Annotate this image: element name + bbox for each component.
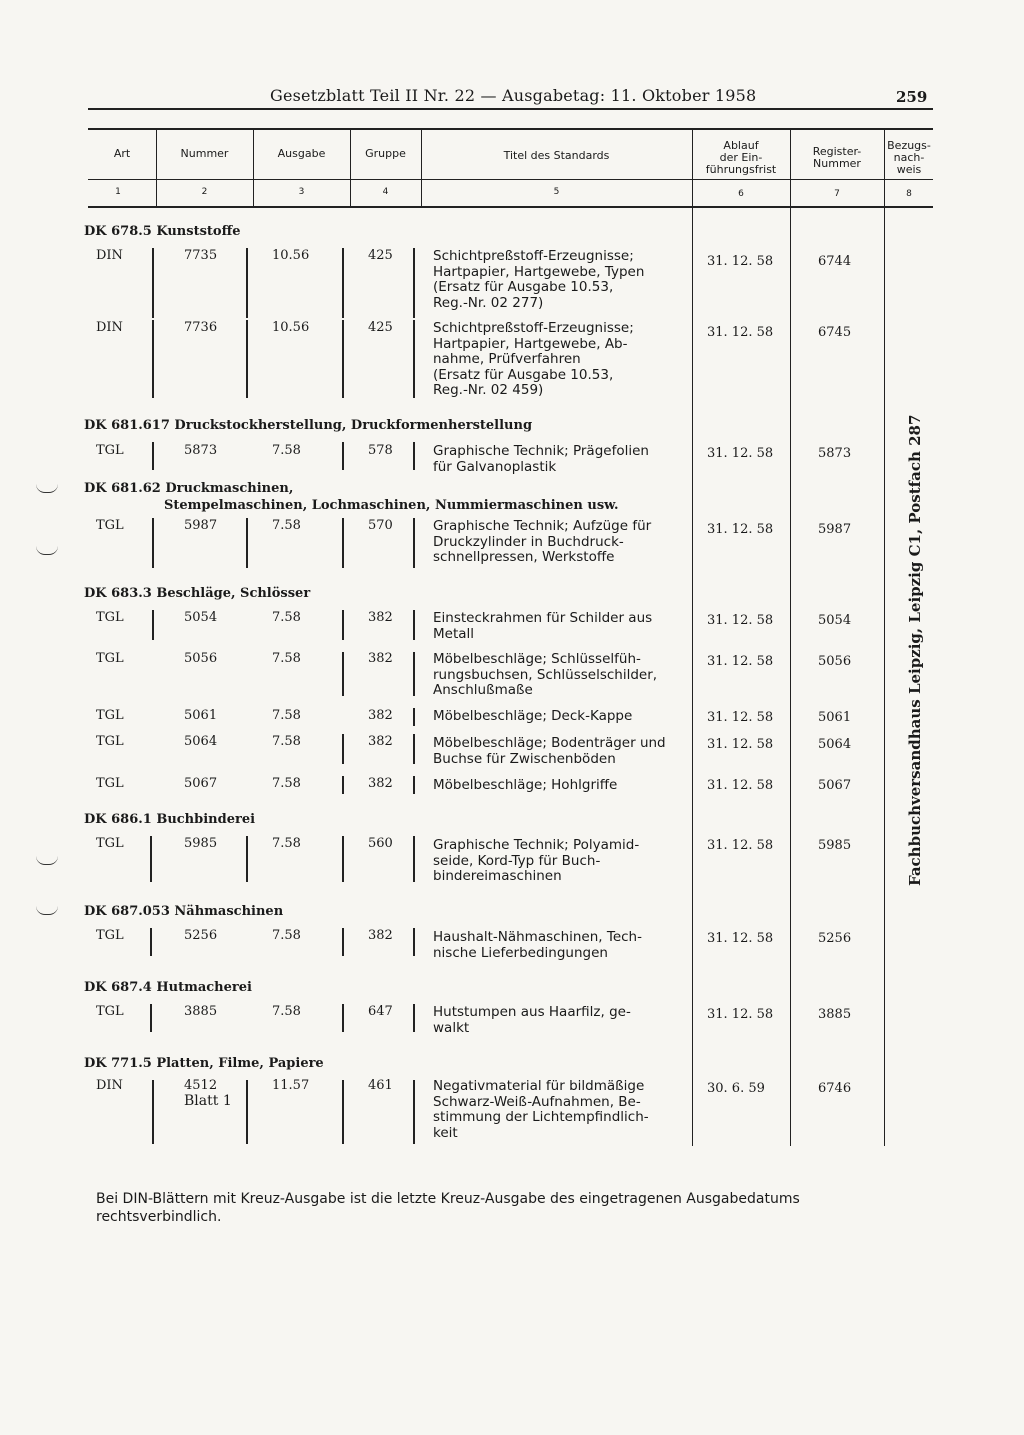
row-sep (152, 442, 154, 470)
side-note (902, 414, 932, 890)
cell-ausgabe: 7.58 (272, 443, 301, 458)
row-sep (413, 1004, 415, 1032)
cell-gruppe: 560 (368, 836, 393, 851)
cell-ablauf: 31. 12. 58 (707, 254, 774, 269)
section-heading: DK 678.5 Kunststoffe (84, 224, 241, 239)
cell-titel: Möbelbeschläge; Hohlgriffe (433, 777, 618, 793)
cell-nummer: 5987 (184, 518, 218, 533)
page-number: 259 (896, 88, 928, 106)
cell-art: TGL (96, 651, 124, 666)
body-sep-register (790, 206, 791, 1146)
row-sep (342, 928, 344, 956)
cell-titel: Graphische Technik; Prägefolien für Galvanoplastik (433, 443, 649, 475)
row-sep (342, 320, 344, 398)
cell-ablauf: 31. 12. 58 (707, 737, 774, 752)
row-sep (413, 518, 415, 568)
col-header-register: Register- Nummer (812, 145, 862, 170)
section-heading: DK 687.053 Nähmaschinen (84, 904, 284, 919)
cell-register: 6744 (818, 254, 852, 269)
row-sep (413, 248, 415, 318)
cell-ausgabe: 7.58 (272, 734, 301, 749)
cell-ausgabe: 7.58 (272, 1004, 301, 1019)
cell-register: 5987 (818, 522, 852, 537)
col-number: 6 (738, 189, 744, 199)
cell-art: DIN (96, 248, 123, 263)
cell-register: 6745 (818, 325, 852, 340)
row-sep (413, 442, 415, 470)
row-sep (342, 652, 344, 696)
row-sep (150, 1004, 152, 1032)
cell-register: 5064 (818, 737, 852, 752)
margin-mark (36, 856, 58, 865)
cell-art: TGL (96, 443, 124, 458)
cell-ablauf: 31. 12. 58 (707, 446, 774, 461)
cell-art: TGL (96, 1004, 124, 1019)
cell-nummer: 5873 (184, 443, 218, 458)
cell-ausgabe: 10.56 (272, 320, 310, 335)
col-header-titel: Titel des Standards (503, 149, 610, 162)
row-sep (152, 1080, 154, 1144)
margin-mark (36, 906, 58, 915)
cell-nummer: 4512 (184, 1078, 218, 1093)
row-sep (152, 610, 154, 640)
cell-gruppe: 382 (368, 610, 393, 625)
cell-ablauf: 31. 12. 58 (707, 778, 774, 793)
col-number: 2 (201, 187, 208, 197)
cell-gruppe: 382 (368, 734, 393, 749)
section-heading: DK 771.5 Platten, Filme, Papiere (84, 1056, 324, 1071)
header-mid-rule (88, 179, 933, 180)
cell-ablauf: 30. 6. 59 (707, 1081, 765, 1096)
row-sep (342, 836, 344, 882)
footnote: Bei DIN-Blättern mit Kreuz-Ausgabe ist die letzte Kreuz-Ausgabe des eingetragenen Ausgabedatums rechtsverbindlich. (96, 1191, 800, 1225)
section-heading: DK 681.617 Druckstockherstellung, Druckformenherstellung (84, 418, 533, 433)
row-sep (342, 776, 344, 794)
cell-titel: Schichtpreßstoff-Erzeugnisse; Hartpapier, Hartgewebe, Ab- nahme, Prüfverfahren (Ersatz für Ausgabe 10.53, Reg.-Nr. 02 459) (433, 320, 634, 398)
col-number: 8 (906, 189, 912, 199)
cell-ausgabe: 7.58 (272, 928, 301, 943)
cell-nummer: 5256 (184, 928, 218, 943)
cell-art: TGL (96, 776, 124, 791)
row-sep (342, 610, 344, 640)
cell-register: 5061 (818, 710, 852, 725)
section-heading: DK 681.62 Druckmaschinen, Stempelmaschinen, Lochmaschinen, Nummiermaschinen usw. (84, 481, 619, 513)
cell-gruppe: 382 (368, 928, 393, 943)
cell-register: 5985 (818, 838, 852, 853)
cell-ausgabe: 7.58 (272, 776, 301, 791)
cell-titel: Möbelbeschläge; Bodenträger und Buchse für Zwischenböden (433, 735, 666, 767)
cell-nummer: 7736 (184, 320, 218, 335)
cell-titel: Graphische Technik; Aufzüge für Druckzylinder in Buchdruck- schnellpressen, Werkstoffe (433, 518, 652, 565)
cell-gruppe: 461 (368, 1078, 393, 1093)
cell-art: TGL (96, 518, 124, 533)
margin-mark (36, 546, 58, 555)
row-sep (150, 928, 152, 956)
col-header-gruppe: Gruppe (365, 147, 406, 160)
cell-art: TGL (96, 708, 124, 723)
row-sep (413, 928, 415, 956)
row-sep (152, 248, 154, 318)
header-bottom-rule (88, 206, 933, 208)
cell-titel: Hutstumpen aus Haarfilz, ge- walkt (433, 1004, 631, 1036)
cell-art: DIN (96, 320, 123, 335)
cell-ablauf: 31. 12. 58 (707, 613, 774, 628)
row-sep (342, 248, 344, 318)
row-sep (246, 518, 248, 568)
cell-titel: Graphische Technik; Polyamid- seide, Kord-Typ für Buch- bindereimaschinen (433, 837, 640, 884)
cell-ausgabe: 7.58 (272, 518, 301, 533)
cell-ablauf: 31. 12. 58 (707, 1007, 774, 1022)
row-sep (246, 836, 248, 882)
row-sep (342, 1080, 344, 1144)
cell-nummer: 5067 (184, 776, 218, 791)
row-sep (246, 320, 248, 398)
cell-nummer: 5056 (184, 651, 218, 666)
cell-ausgabe: 7.58 (272, 836, 301, 851)
row-sep (413, 1080, 415, 1144)
cell-ausgabe: 11.57 (272, 1078, 310, 1093)
cell-gruppe: 382 (368, 776, 393, 791)
cell-register: 5056 (818, 654, 852, 669)
col-number: 4 (382, 187, 389, 197)
section-heading: DK 683.3 Beschläge, Schlösser (84, 586, 311, 601)
body-sep-bezug (884, 206, 885, 1146)
cell-register: 5873 (818, 446, 852, 461)
col-header-bezug: Bezugs- nach- weis (887, 139, 931, 176)
row-sep (413, 734, 415, 764)
col-header-nummer: Nummer (180, 147, 229, 160)
row-sep (413, 708, 415, 726)
cell-register: 5256 (818, 931, 852, 946)
cell-gruppe: 382 (368, 651, 393, 666)
cell-nummer: 5064 (184, 734, 218, 749)
cell-gruppe: 425 (368, 248, 393, 263)
cell-nummer: 5061 (184, 708, 218, 723)
col-header-ausgabe: Ausgabe (277, 147, 326, 160)
cell-ablauf: 31. 12. 58 (707, 838, 774, 853)
running-head: Gesetzblatt Teil II Nr. 22 — Ausgabetag: 11. Oktober 1958 (270, 86, 757, 105)
col-number: 7 (834, 189, 840, 199)
cell-gruppe: 425 (368, 320, 393, 335)
body-sep-ablauf (692, 206, 693, 1146)
row-sep (152, 320, 154, 398)
row-sep (152, 518, 154, 568)
cell-ausgabe: 7.58 (272, 651, 301, 666)
col-number: 1 (115, 187, 121, 197)
header-top-rule (88, 128, 933, 130)
cell-gruppe: 382 (368, 708, 393, 723)
row-sep (413, 776, 415, 794)
cell-register: 3885 (818, 1007, 852, 1022)
col-number: 3 (298, 187, 305, 197)
cell-art: TGL (96, 734, 124, 749)
cell-gruppe: 578 (368, 443, 393, 458)
row-sep (246, 248, 248, 318)
cell-art: TGL (96, 928, 124, 943)
cell-titel: Schichtpreßstoff-Erzeugnisse; Hartpapier, Hartgewebe, Typen (Ersatz für Ausgabe 10.53, Reg.-Nr. 02 277) (433, 248, 645, 311)
row-sep (342, 442, 344, 470)
cell-titel: Negativmaterial für bildmäßige Schwarz-Weiß-Aufnahmen, Be- stimmung der Lichtempfindlich- keit (433, 1078, 649, 1141)
cell-art: DIN (96, 1078, 123, 1093)
cell-nummer: 7735 (184, 248, 218, 263)
cell-register: 6746 (818, 1081, 852, 1096)
col-header-ablauf: Ablauf der Ein- führungsfrist (705, 139, 777, 176)
cell-gruppe: 647 (368, 1004, 393, 1019)
row-sep (342, 1004, 344, 1032)
cell-gruppe: 570 (368, 518, 393, 533)
cell-art: TGL (96, 610, 124, 625)
row-sep (413, 610, 415, 640)
cell-art: TGL (96, 836, 124, 851)
cell-ablauf: 31. 12. 58 (707, 654, 774, 669)
cell-ausgabe: 7.58 (272, 708, 301, 723)
cell-titel: Einsteckrahmen für Schilder aus Metall (433, 610, 653, 642)
margin-mark (36, 484, 58, 493)
section-heading: DK 686.1 Buchbinderei (84, 812, 256, 827)
side-note-text: Fachbuchversandhaus Leipzig, Leipzig C1, Postfach 287 (906, 414, 924, 886)
cell-register: 5054 (818, 613, 852, 628)
cell-ablauf: 31. 12. 58 (707, 325, 774, 340)
cell-ablauf: 31. 12. 58 (707, 710, 774, 725)
row-sep (246, 1080, 248, 1144)
section-heading: DK 687.4 Hutmacherei (84, 980, 252, 995)
cell-ablauf: 31. 12. 58 (707, 522, 774, 537)
cell-ausgabe: 10.56 (272, 248, 310, 263)
cell-ablauf: 31. 12. 58 (707, 931, 774, 946)
row-sep (150, 836, 152, 882)
cell-titel: Haushalt-Nähmaschinen, Tech- nische Lieferbedingungen (433, 929, 642, 961)
row-sep (342, 518, 344, 568)
row-sep (413, 320, 415, 398)
row-sep (413, 652, 415, 696)
cell-register: 5067 (818, 778, 852, 793)
cell-ausgabe: 7.58 (272, 610, 301, 625)
cell-nummer: 5054 (184, 610, 218, 625)
row-sep (413, 836, 415, 882)
cell-nummer: 5985 (184, 836, 218, 851)
cell-nummer: 3885 (184, 1004, 218, 1019)
col-header-art: Art (113, 147, 131, 160)
col-number: 5 (553, 187, 560, 197)
top-rule (88, 108, 933, 110)
cell-nummer-sheet: Blatt 1 (184, 1093, 232, 1109)
cell-titel: Möbelbeschläge; Schlüsselfüh- rungsbuchsen, Schlüsselschilder, Anschlußmaße (433, 651, 658, 698)
cell-titel: Möbelbeschläge; Deck-Kappe (433, 708, 633, 724)
row-sep (342, 734, 344, 764)
